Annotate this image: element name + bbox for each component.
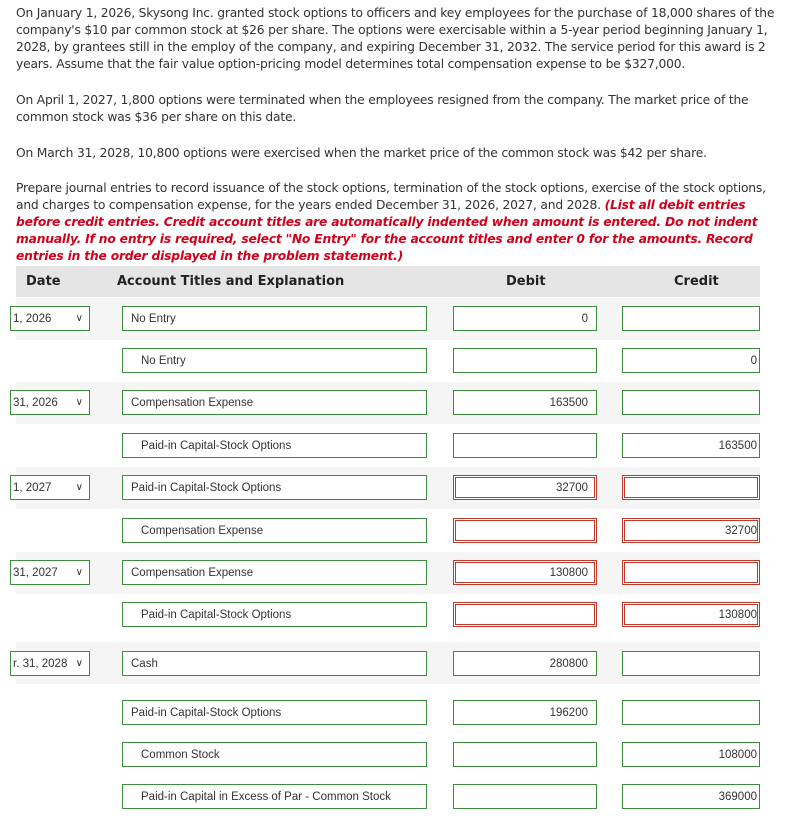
date-value: 31, 2027 (13, 566, 58, 579)
debit-input[interactable] (453, 742, 597, 767)
chevron-down-icon: ∨ (75, 658, 83, 669)
account-select[interactable]: Compensation Expense (122, 518, 427, 543)
problem-paragraph-3: On March 31, 2028, 10,800 options were exercised when the market price of the common stock was $42 per share. (16, 146, 707, 160)
credit-input[interactable] (622, 700, 760, 725)
credit-input[interactable]: 0 (622, 348, 760, 373)
credit-input[interactable]: 32700 (622, 518, 760, 543)
header-debit: Debit (506, 274, 546, 289)
debit-input[interactable]: 0 (453, 306, 597, 331)
account-select[interactable]: Paid-in Capital in Excess of Par - Common Stock (122, 784, 427, 809)
problem-paragraph-2: On April 1, 2027, 1,800 options were terminated when the employees resigned from the company. The market price of the common stock was $36 per share on this date. (16, 93, 749, 124)
debit-input[interactable]: 130800 (453, 560, 597, 585)
account-select[interactable]: Paid-in Capital-Stock Options (122, 602, 427, 627)
credit-input[interactable]: 163500 (622, 433, 760, 458)
instructions-intro: Prepare journal entries to record issuance of the stock options, termination of the stock options, exercise of the stock options, and charges to compensation expense, for the years ended December 31, 2026, 2027, and 2028. (16, 181, 766, 212)
account-select[interactable]: Paid-in Capital-Stock Options (122, 475, 427, 500)
account-select[interactable]: Paid-in Capital-Stock Options (122, 700, 427, 725)
chevron-down-icon: ∨ (75, 567, 83, 578)
header-credit: Credit (674, 274, 719, 289)
header-account: Account Titles and Explanation (117, 274, 345, 289)
date-select[interactable] (10, 390, 90, 415)
date-select[interactable] (10, 651, 90, 676)
account-select[interactable]: Compensation Expense (122, 390, 427, 415)
account-select[interactable]: Cash (122, 651, 427, 676)
account-select[interactable]: Compensation Expense (122, 560, 427, 585)
credit-input[interactable]: 369000 (622, 784, 760, 809)
date-select[interactable] (10, 475, 90, 500)
account-select[interactable]: No Entry (122, 306, 427, 331)
chevron-down-icon: ∨ (75, 482, 83, 493)
header-date: Date (26, 274, 61, 289)
date-value: 1, 2027 (13, 481, 52, 494)
debit-input[interactable] (453, 784, 597, 809)
problem-paragraph-1: On January 1, 2026, Skysong Inc. granted stock options to officers and key employees for the purchase of 18,000 shares of the company's $10 par common stock at $26 per share. The options were exercisable within a 5-year period beginning January 1, 2028, by grantees still in the employ of the company, and expiring December 31, 2032. The service period for this award is 2 years. Assume that the fair value option-pricing model determines total compensation expense to be $327,000. (16, 6, 775, 71)
credit-input[interactable] (622, 475, 760, 500)
debit-input[interactable] (453, 348, 597, 373)
chevron-down-icon: ∨ (75, 313, 83, 324)
credit-input[interactable] (622, 306, 760, 331)
debit-input[interactable]: 280800 (453, 651, 597, 676)
instructions-red: (List all debit entries before credit entries. Credit account titles are automatically indented when amount is entered. Do not indent manually. If no entry is required, select "No Entry" for the account titles and enter 0 for the amounts. Record entries in the order displayed in the problem statement.) (16, 198, 758, 263)
date-value: 1, 2026 (13, 312, 52, 325)
debit-input[interactable] (453, 602, 597, 627)
table-header (16, 266, 760, 297)
date-value: 31, 2026 (13, 396, 58, 409)
date-select[interactable] (10, 560, 90, 585)
date-select[interactable] (10, 306, 90, 331)
date-value: r. 31, 2028 (13, 657, 68, 670)
credit-input[interactable]: 130800 (622, 602, 760, 627)
problem-instructions (16, 180, 776, 265)
account-select[interactable]: Common Stock (122, 742, 427, 767)
debit-input[interactable] (453, 518, 597, 543)
debit-input[interactable]: 196200 (453, 700, 597, 725)
debit-input[interactable]: 32700 (453, 475, 597, 500)
account-select[interactable]: Paid-in Capital-Stock Options (122, 433, 427, 458)
credit-input[interactable] (622, 560, 760, 585)
chevron-down-icon: ∨ (75, 397, 83, 408)
credit-input[interactable] (622, 390, 760, 415)
credit-input[interactable]: 108000 (622, 742, 760, 767)
debit-input[interactable] (453, 433, 597, 458)
debit-input[interactable]: 163500 (453, 390, 597, 415)
account-select[interactable]: No Entry (122, 348, 427, 373)
credit-input[interactable] (622, 651, 760, 676)
